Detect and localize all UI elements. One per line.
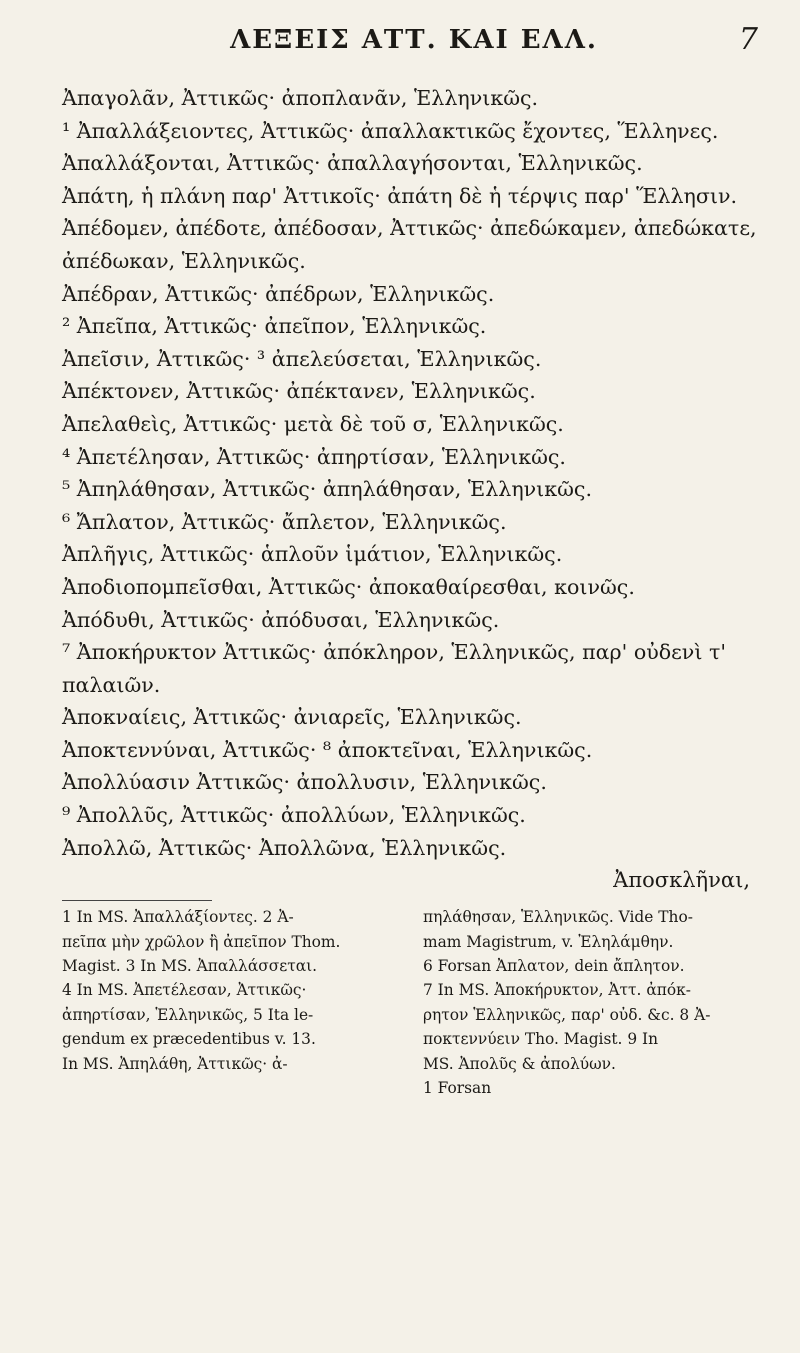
footnote-line: Magist. 3 In MS. Ἀπαλλάσσεται. xyxy=(62,957,318,976)
footnote-line: mam Magistrum, v. Ἐληλάμθην. xyxy=(423,932,674,951)
footnote-line: πηλάθησαν, Ἑλληνικῶς. Vide Tho- xyxy=(423,908,693,927)
lexicon-entry: ⁴ Ἀπετέλησαν, Ἀττικῶς· ἀπηρτίσαν, Ἑλληνικῶς. xyxy=(62,444,566,469)
footnote-line: ποκτεννύειν Tho. Magist. 9 In xyxy=(423,1030,659,1049)
footnotes-right-column xyxy=(423,905,766,1100)
footnote-rule xyxy=(62,900,212,901)
lexicon-entry: Ἀπαλλάξονται, Ἀττικῶς· ἀπαλλαγήσονται, Ἑλληνικῶς. xyxy=(62,151,643,176)
lexicon-entry: Ἀπελαθεὶς, Ἀττικῶς· μετὰ δὲ τοῦ σ, Ἑλληνικῶς. xyxy=(62,411,564,436)
footnote-line: 7 In MS. Ἀποκήρυκτον, Ἀττ. ἀπόκ- xyxy=(423,981,691,1000)
lexicon-entries xyxy=(62,82,766,864)
lexicon-entry: Ἀποκτεννύναι, Ἀττικῶς· ⁸ ἀποκτεῖναι, Ἑλληνικῶς. xyxy=(62,737,593,762)
footnote-line: πεῖπα μὴν χρῶλον ἢ ἀπεῖπον Thom. xyxy=(62,932,341,951)
footnote-line: 1 Forsan xyxy=(423,1079,492,1098)
lexicon-entry: Ἀπεῖσιν, Ἀττικῶς· ³ ἀπελεύσεται, Ἑλληνικῶς. xyxy=(62,346,542,371)
lexicon-entry: ⁹ Ἀπολλῦς, Ἀττικῶς· ἀπολλύων, Ἑλληνικῶς. xyxy=(62,803,526,828)
lexicon-entry: Ἀποδιοπομπεῖσθαι, Ἀττικῶς· ἀποκαθαίρεσθαι, κοινῶς. xyxy=(62,574,635,599)
lexicon-entry: ¹ Ἀπαλλάξειοντες, Ἀττικῶς· ἀπαλλακτικῶς ἔχοντες, Ἕλληνες. xyxy=(62,118,719,143)
footnote-line: gendum ex præcedentibus v. 13. xyxy=(62,1030,316,1049)
lexicon-entry: Ἀπέδραν, Ἀττικῶς· ἀπέδρων, Ἑλληνικῶς. xyxy=(62,281,495,306)
lexicon-entry: Ἀπέκτονεν, Ἀττικῶς· ἀπέκτανεν, Ἑλληνικῶς. xyxy=(62,379,536,404)
catchword: Ἀποσκλῆναι, xyxy=(613,868,750,893)
lexicon-entry: Ἀπόδυθι, Ἀττικῶς· ἀπόδυσαι, Ἑλληνικῶς. xyxy=(62,607,500,632)
footnote-line: 1 In MS. Ἀπαλλάξίοντες. 2 Ἀ- xyxy=(62,908,294,927)
lexicon-entry: ⁷ Ἀποκήρυκτον Ἀττικῶς· ἀπόκληρον, Ἑλληνικῶς, παρ' οὐδενὶ τ' παλαιῶν. xyxy=(62,640,726,697)
lexicon-entry: Ἀπολλῶ, Ἀττικῶς· Ἀπολλῶνα, Ἑλληνικῶς. xyxy=(62,835,507,860)
lexicon-entry: ⁵ Ἀπηλάθησαν, Ἀττικῶς· ἀπηλάθησαν, Ἑλληνικῶς. xyxy=(62,477,592,502)
lexicon-entry: Ἀποκναίεις, Ἀττικῶς· ἀνιαρεῖς, Ἑλληνικῶς. xyxy=(62,705,522,730)
page-number: 7 xyxy=(738,22,758,57)
lexicon-entry: Ἀπέδομεν, ἀπέδοτε, ἀπέδοσαν, Ἀττικῶς· ἀπεδώκαμεν, ἀπεδώκατε, ἀπέδωκαν, Ἑλληνικῶς. xyxy=(62,216,757,273)
footnotes xyxy=(62,905,766,1100)
footnotes-left-column xyxy=(62,905,405,1100)
footnote-line: 4 In MS. Ἀπετέλεσαν, Ἀττικῶς· xyxy=(62,981,307,1000)
footnote-line: ρητον Ἑλληνικῶς, παρ' οὐδ. &c. 8 Ἀ- xyxy=(423,1005,711,1024)
footnote-line: 6 Forsan Ἀπλατον, dein ἄπλητον. xyxy=(423,957,685,976)
page-header xyxy=(62,18,766,62)
lexicon-entry: Ἀπαγολᾶν, Ἀττικῶς· ἀποπλανᾶν, Ἑλληνικῶς. xyxy=(62,86,539,110)
lexicon-entry: ⁶ Ἄπλατον, Ἀττικῶς· ἄπλετον, Ἑλληνικῶς. xyxy=(62,509,507,534)
footnote-line: In MS. Ἀπηλάθη, Ἀττικῶς· ἀ- xyxy=(62,1054,288,1073)
running-head: ΛΕΞΕΙΣ ΑΤΤ. ΚΑΙ ΕΛΛ. xyxy=(230,25,598,55)
lexicon-entry: ² Ἀπεῖπα, Ἀττικῶς· ἀπεῖπον, Ἑλληνικῶς. xyxy=(62,314,487,339)
footnote-line: ἀπηρτίσαν, Ἑλληνικῶς, 5 Ita le- xyxy=(62,1005,314,1024)
lexicon-entry: Ἀπάτη, ἡ πλάνη παρ' Ἀττικοῖς· ἀπάτη δὲ ἡ τέρψις παρ' Ἕλλησιν. xyxy=(62,183,738,208)
lexicon-entry: Ἀπολλύασιν Ἀττικῶς· ἀπολλυσιν, Ἑλληνικῶς. xyxy=(62,770,547,795)
footnote-line: MS. Ἀπολῦς & ἀπολύων. xyxy=(423,1054,616,1073)
lexicon-entry: Ἀπλῆγις, Ἀττικῶς· ἁπλοῦν ἱμάτιον, Ἑλληνικῶς. xyxy=(62,542,563,567)
